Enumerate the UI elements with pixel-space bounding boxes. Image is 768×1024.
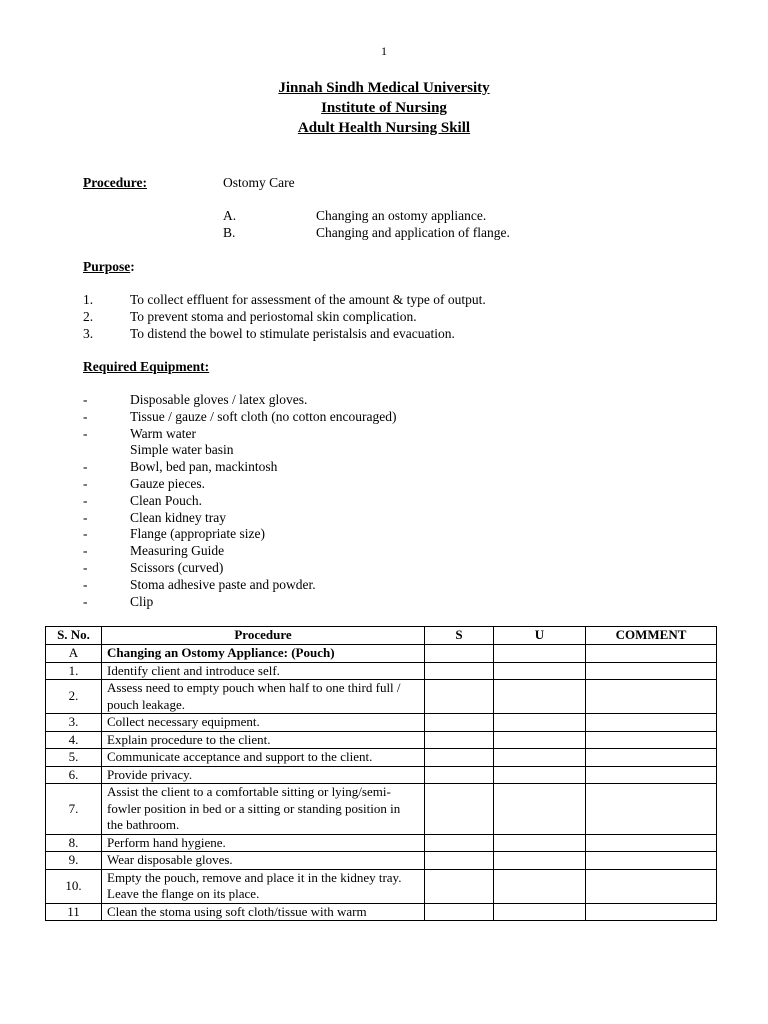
equipment-item-dash: - bbox=[83, 392, 88, 407]
row-u-cell bbox=[494, 766, 586, 784]
equipment-item-dash: - bbox=[83, 593, 88, 609]
equipment-item-dash: - bbox=[83, 492, 88, 508]
procedure-subitem-text: Changing an ostomy appliance. bbox=[316, 208, 487, 223]
header-s: S bbox=[425, 627, 494, 645]
row-comment-cell bbox=[586, 766, 717, 784]
procedure-checklist-table bbox=[45, 626, 717, 921]
header-sno: S. No. bbox=[46, 627, 102, 645]
equipment-item-dash: - bbox=[83, 509, 88, 525]
row-procedure-text: Provide privacy. bbox=[102, 766, 425, 784]
table-row bbox=[46, 714, 717, 732]
row-u-cell bbox=[494, 662, 586, 680]
row-sno: 10. bbox=[46, 869, 102, 903]
equipment-item-text: Clip bbox=[130, 593, 154, 609]
equipment-item-text: Tissue / gauze / soft cloth (no cotton encouraged) bbox=[130, 408, 397, 424]
table-row bbox=[46, 834, 717, 852]
row-comment-cell bbox=[586, 903, 717, 921]
institute-title: Institute of Nursing bbox=[321, 100, 447, 116]
header-procedure: Procedure bbox=[102, 627, 425, 645]
equipment-item-text: Simple water basin bbox=[130, 442, 234, 458]
header-u: U bbox=[494, 627, 586, 645]
row-sno: 1. bbox=[46, 662, 102, 680]
row-s-cell bbox=[425, 766, 494, 784]
row-procedure-text: Empty the pouch, remove and place it in the kidney tray. Leave the flange on its place. bbox=[102, 869, 425, 903]
table-row bbox=[46, 852, 717, 870]
equipment-item-text: Flange (appropriate size) bbox=[130, 526, 265, 542]
equipment-item-dash: - bbox=[83, 543, 88, 559]
equipment-item-text: Bowl, bed pan, mackintosh bbox=[130, 459, 278, 475]
row-comment-cell bbox=[586, 662, 717, 680]
row-s-cell bbox=[425, 784, 494, 835]
procedure-label: Procedure: bbox=[83, 175, 147, 190]
row-u-cell bbox=[494, 869, 586, 903]
row-sno: 3. bbox=[46, 714, 102, 732]
row-u-cell bbox=[494, 903, 586, 921]
table-row bbox=[46, 662, 717, 680]
equipment-item-text: Clean kidney tray bbox=[130, 509, 226, 525]
row-s-cell bbox=[425, 714, 494, 732]
row-s-cell bbox=[425, 903, 494, 921]
row-s-cell bbox=[425, 680, 494, 714]
equipment-item-text: Warm water bbox=[130, 425, 197, 441]
table-row bbox=[46, 784, 717, 835]
row-comment-cell bbox=[586, 852, 717, 870]
row-comment-cell bbox=[586, 731, 717, 749]
equipment-item-text: Disposable gloves / latex gloves. bbox=[130, 392, 308, 407]
procedure-subitem-text: Changing and application of flange. bbox=[316, 225, 510, 240]
procedure-subitem-marker: B. bbox=[223, 225, 236, 240]
purpose-item-number: 3. bbox=[83, 326, 94, 341]
row-sno: 7. bbox=[46, 784, 102, 835]
row-procedure-text: Communicate acceptance and support to the client. bbox=[102, 749, 425, 767]
row-procedure-text: Perform hand hygiene. bbox=[102, 834, 425, 852]
purpose-item-number: 2. bbox=[83, 309, 94, 324]
equipment-item-dash: - bbox=[83, 425, 88, 441]
row-u-cell bbox=[494, 784, 586, 835]
row-u-cell bbox=[494, 852, 586, 870]
row-procedure-text: Identify client and introduce self. bbox=[102, 662, 425, 680]
row-comment-cell bbox=[586, 645, 717, 663]
row-s-cell bbox=[425, 834, 494, 852]
equipment-item-text: Gauze pieces. bbox=[130, 476, 205, 491]
row-s-cell bbox=[425, 852, 494, 870]
row-procedure-text: Clean the stoma using soft cloth/tissue with warm bbox=[102, 903, 425, 921]
equipment-item-dash: - bbox=[83, 408, 88, 424]
row-procedure-text: Assess need to empty pouch when half to one third full / pouch leakage. bbox=[102, 680, 425, 714]
row-comment-cell bbox=[586, 680, 717, 714]
equipment-item-dash: - bbox=[83, 459, 88, 475]
procedure-subitem-marker: A. bbox=[223, 208, 237, 223]
row-comment-cell bbox=[586, 784, 717, 835]
row-u-cell bbox=[494, 834, 586, 852]
row-procedure-text: Explain procedure to the client. bbox=[102, 731, 425, 749]
procedure-value: Ostomy Care bbox=[223, 175, 295, 190]
row-u-cell bbox=[494, 731, 586, 749]
university-title: Jinnah Sindh Medical University bbox=[278, 80, 490, 96]
row-u-cell bbox=[494, 749, 586, 767]
row-s-cell bbox=[425, 869, 494, 903]
row-s-cell bbox=[425, 645, 494, 663]
equipment-item-text: Stoma adhesive paste and powder. bbox=[130, 576, 316, 592]
course-title: Adult Health Nursing Skill bbox=[297, 120, 471, 136]
row-s-cell bbox=[425, 749, 494, 767]
row-comment-cell bbox=[586, 714, 717, 732]
equipment-item-dash: - bbox=[83, 560, 88, 575]
row-u-cell bbox=[494, 680, 586, 714]
table-row bbox=[46, 766, 717, 784]
equipment-item-text: Measuring Guide bbox=[130, 543, 225, 559]
row-procedure-text: Collect necessary equipment. bbox=[102, 714, 425, 732]
row-sno: 8. bbox=[46, 834, 102, 852]
table-body bbox=[46, 645, 717, 921]
row-comment-cell bbox=[586, 834, 717, 852]
table-row bbox=[46, 903, 717, 921]
row-comment-cell bbox=[586, 869, 717, 903]
equipment-item-dash: - bbox=[83, 526, 88, 542]
header-comment: COMMENT bbox=[586, 627, 717, 645]
page-number: 1 bbox=[381, 44, 387, 58]
table-section-row bbox=[46, 645, 717, 663]
equipment-item-text: Scissors (curved) bbox=[130, 560, 224, 575]
row-s-cell bbox=[425, 731, 494, 749]
table-row bbox=[46, 869, 717, 903]
purpose-item-number: 1. bbox=[83, 292, 94, 307]
row-procedure-text: Assist the client to a comfortable sitting or lying/semi-fowler position in bed or a sitting or standing position in the bathroom. bbox=[102, 784, 425, 835]
row-sno: 9. bbox=[46, 852, 102, 870]
row-comment-cell bbox=[586, 749, 717, 767]
row-procedure-text: Changing an Ostomy Appliance: (Pouch) bbox=[102, 645, 425, 663]
table-row bbox=[46, 680, 717, 714]
equipment-label: Required Equipment: bbox=[83, 359, 210, 374]
row-procedure-text: Wear disposable gloves. bbox=[102, 852, 425, 870]
table-row bbox=[46, 749, 717, 767]
row-u-cell bbox=[494, 645, 586, 663]
row-sno: 11 bbox=[46, 903, 102, 921]
purpose-item-text: To prevent stoma and periostomal skin complication. bbox=[130, 309, 417, 324]
purpose-heading bbox=[83, 259, 135, 275]
purpose-item-text: To collect effluent for assessment of the amount & type of output. bbox=[130, 292, 486, 307]
purpose-label: Purpose bbox=[83, 259, 131, 274]
row-s-cell bbox=[425, 662, 494, 680]
table-row bbox=[46, 731, 717, 749]
purpose-colon: : bbox=[130, 259, 135, 274]
row-sno: 2. bbox=[46, 680, 102, 714]
row-u-cell bbox=[494, 714, 586, 732]
row-sno: A bbox=[46, 645, 102, 663]
equipment-item-text: Clean Pouch. bbox=[130, 492, 202, 508]
row-sno: 6. bbox=[46, 766, 102, 784]
row-sno: 4. bbox=[46, 731, 102, 749]
equipment-item-dash: - bbox=[83, 576, 88, 592]
table-header-row bbox=[46, 627, 717, 645]
purpose-item-text: To distend the bowel to stimulate peristalsis and evacuation. bbox=[130, 326, 455, 341]
equipment-item-dash: - bbox=[83, 476, 88, 491]
row-sno: 5. bbox=[46, 749, 102, 767]
